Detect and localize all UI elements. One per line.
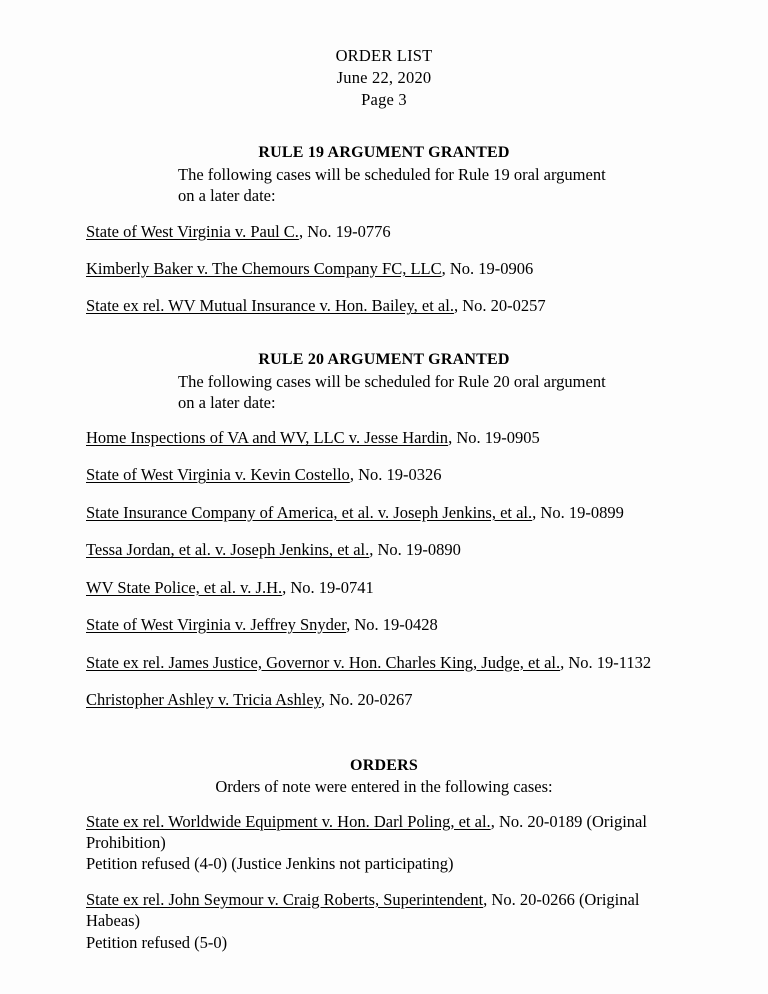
case-name: State ex rel. John Seymour v. Craig Roberts, Superintendent [86, 889, 484, 909]
case-number: , No. 19-0899 [532, 502, 624, 522]
case-entry [86, 295, 682, 316]
case-name: Home Inspections of VA and WV, LLC v. Jesse Hardin [86, 428, 449, 448]
case-number: , No. 19-0905 [448, 428, 540, 448]
page-number: Page 3 [361, 89, 407, 109]
case-name: State Insurance Company of America, et al. v. Joseph Jenkins, et al. [86, 502, 533, 522]
case-entry [86, 427, 682, 448]
case-name: Tessa Jordan, et al. v. Joseph Jenkins, et al. [86, 540, 370, 560]
section-rule-20 [86, 351, 682, 711]
case-entry [86, 652, 682, 673]
case-name: State ex rel. Worldwide Equipment v. Hon. Darl Poling, et al. [86, 811, 491, 831]
case-name: Kimberly Baker v. The Chemours Company FC, LLC [86, 258, 442, 278]
section-heading: RULE 19 ARGUMENT GRANTED [258, 144, 510, 162]
section-subtext: The following cases will be scheduled for Rule 19 oral argument on a later date: [178, 165, 606, 206]
case-number: , No. 19-0428 [346, 615, 438, 635]
case-number: , No. 19-0741 [282, 577, 374, 597]
order-entry [86, 811, 682, 875]
case-entry [86, 502, 682, 523]
case-number: , No. 19-0906 [441, 258, 534, 278]
case-name: State of West Virginia v. Jeffrey Snyder [86, 615, 347, 635]
case-entry [86, 464, 682, 485]
case-name: State ex rel. James Justice, Governor v. Hon. Charles King, Judge, et al. [86, 652, 561, 672]
case-name: Christopher Ashley v. Tricia Ashley [86, 690, 321, 710]
case-name: WV State Police, et al. v. J.H. [86, 577, 283, 597]
document-date: June 22, 2020 [336, 67, 432, 87]
case-number: , No. 20-0267 [320, 690, 413, 710]
case-entry [86, 689, 682, 710]
case-number: , No. 20-0257 [453, 296, 546, 316]
case-entry [86, 258, 682, 279]
case-name: State ex rel. WV Mutual Insurance v. Hon. Bailey, et al. [86, 296, 454, 316]
section-heading: ORDERS [350, 756, 418, 774]
order-entry [86, 889, 682, 953]
case-list-orders [86, 811, 682, 954]
case-entry [86, 539, 682, 560]
case-list-rule-19 [86, 221, 682, 317]
case-number: , No. 19-0890 [369, 540, 461, 560]
case-name: State of West Virginia v. Kevin Costello [86, 465, 350, 485]
document-title: ORDER LIST [335, 46, 433, 65]
section-subtext: Orders of note were entered in the following cases: [215, 776, 553, 796]
section-subtext: The following cases will be scheduled for Rule 20 oral argument on a later date: [178, 371, 606, 412]
case-number: , No. 19-1132 [560, 652, 652, 672]
case-entry [86, 221, 682, 242]
section-rule-19 [86, 144, 682, 317]
order-disposition: Petition refused (5-0) [86, 932, 228, 952]
section-heading: RULE 20 ARGUMENT GRANTED [258, 350, 510, 368]
case-name: State of West Virginia v. Paul C. [86, 221, 299, 241]
case-entry [86, 577, 682, 598]
case-list-rule-20 [86, 427, 682, 711]
section-orders [86, 757, 682, 954]
case-entry [86, 614, 682, 635]
document-header [86, 45, 682, 110]
case-number: , No. 19-0326 [349, 465, 442, 485]
case-number: , No. 19-0776 [298, 221, 391, 241]
order-disposition: Petition refused (4-0) (Justice Jenkins not participating) [86, 854, 454, 874]
case-number: , No. 20-0266 (Original Habeas) [86, 889, 640, 931]
case-number: , No. 20-0189 (Original Prohibition) [86, 811, 647, 852]
